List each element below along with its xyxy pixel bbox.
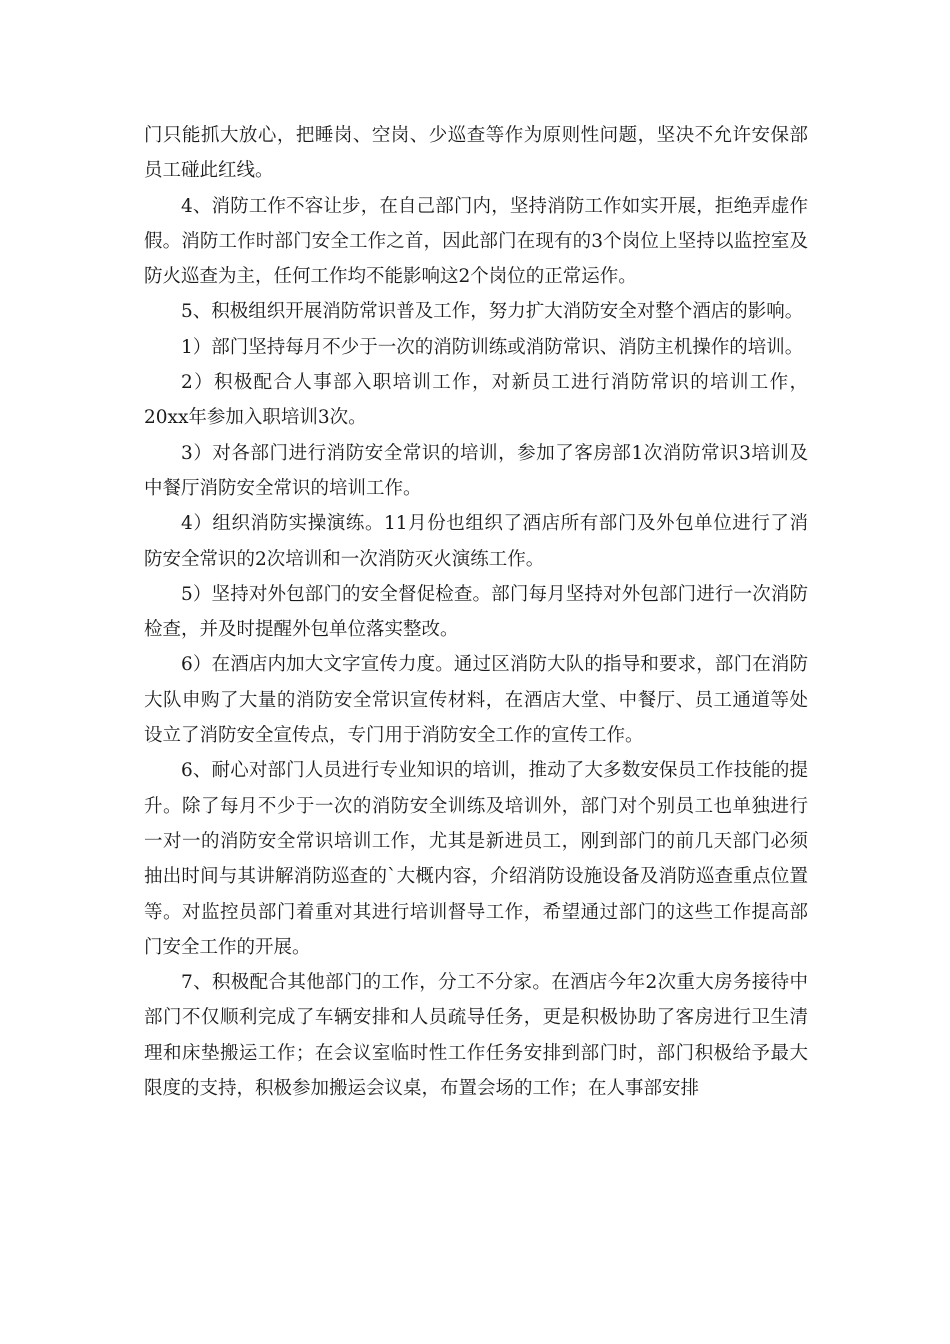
paragraph-subitem-6: 6）在酒店内加大文字宣传力度。通过区消防大队的指导和要求，部门在消防大队申购了大量的消防安全常识宣传材料，在酒店大堂、中餐厅、员工通道等处设立了消防安全宣传点，专门用于消防安全工作的宣传工作。 — [144, 654, 808, 747]
document-body — [144, 118, 808, 1106]
paragraph-item-7: 7、积极配合其他部门的工作，分工不分家。在酒店今年2次重大房务接待中部门不仅顺利完成了车辆安排和人员疏导任务，更是积极协助了客房进行卫生清理和床垫搬运工作；在会议室临时性工作任务安排到部门时，部门积极给予最大限度的支持，积极参加搬运会议桌，布置会场的工作；在人事部安排 — [144, 972, 808, 1100]
paragraph-subitem-4: 4）组织消防实操演练。11月份也组织了酒店所有部门及外包单位进行了消防安全常识的2次培训和一次消防灭火演练工作。 — [144, 513, 808, 570]
paragraph-continuation: 门只能抓大放心，把睡岗、空岗、少巡查等作为原则性问题，坚决不允许安保部员工碰此红线。 — [144, 125, 808, 182]
paragraph-item-5: 5、积极组织开展消防常识普及工作，努力扩大消防安全对整个酒店的影响。 — [181, 301, 804, 323]
paragraph-item-6: 6、耐心对部门人员进行专业知识的培训，推动了大多数安保员工作技能的提升。除了每月不少于一次的消防安全训练及培训外，部门对个别员工也单独进行一对一的消防安全常识培训工作，尤其是新进员工，刚到部门的前几天部门必须抽出时间与其讲解消防巡查的`大概内容，介绍消防设施设备及消防巡查重点位置等。对监控员部门着重对其进行培训督导工作，希望通过部门的这些工作提高部门安全工作的开展。 — [144, 760, 808, 958]
paragraph-item-4: 4、消防工作不容让步，在自己部门内，坚持消防工作如实开展，拒绝弄虚作假。消防工作时部门安全工作之首，因此部门在现有的3个岗位上坚持以监控室及防火巡查为主，任何工作均不能影响这2个岗位的正常运作。 — [144, 195, 808, 288]
paragraph-subitem-5: 5）坚持对外包部门的安全督促检查。部门每月坚持对外包部门进行一次消防检查，并及时提醒外包单位落实整改。 — [144, 583, 808, 641]
paragraph-subitem-3: 3）对各部门进行消防安全常识的培训，参加了客房部1次消防常识3培训及中餐厅消防安全常识的培训工作。 — [144, 442, 808, 499]
paragraph-subitem-1: 1）部门坚持每月不少于一次的消防训练或消防常识、消防主机操作的培训。 — [181, 336, 804, 358]
paragraph-subitem-2: 2）积极配合人事部入职培训工作，对新员工进行消防常识的培训工作，20xx年参加入职培训3次。 — [144, 372, 808, 429]
